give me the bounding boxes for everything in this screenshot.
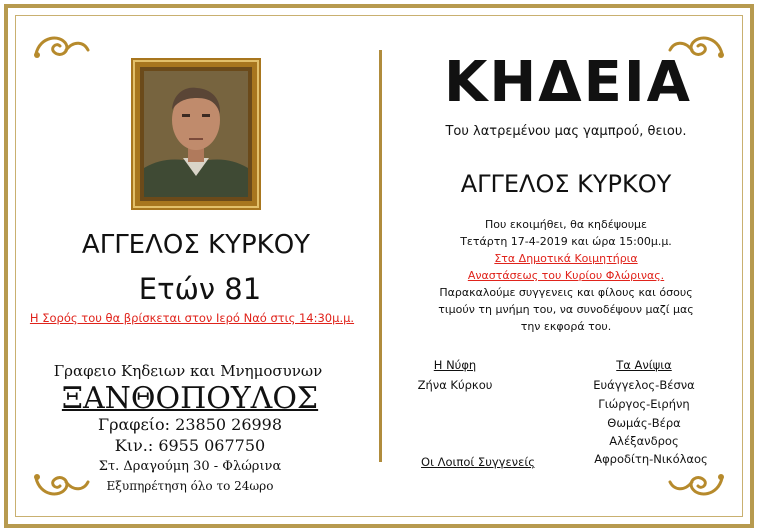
request-line3: την εκφορά του. [520,320,612,333]
daughter-in-law-heading: Η Νύφη [433,358,477,372]
niece-item: Γιώργος-Ειρήνη [598,397,690,411]
bottom-left-ornament-icon [30,468,92,502]
request-line2: τιμούν τη μνήμη του, να συνοδέψουν μαζί μας [438,303,694,316]
location-line2: Αναστάσεως του Κυρίου Φλώρινας. [467,269,665,282]
office-phone: Γραφείο: 23850 26998 [97,415,283,434]
niece-item: Αφροδίτη-Νικόλαος [594,452,708,466]
top-left-ornament-icon [30,30,92,64]
daughter-in-law-name: Ζήνα Κύρκου [417,378,493,392]
nieces-heading: Τα Ανίψια [616,358,672,372]
deceased-name-left: ΑΓΓΕΛΟΣ ΚΥΡΚΟΥ [81,230,311,260]
notice-title: ΚΗΔΕΙΑ [443,50,693,115]
notice-subtitle: Του λατρεμένου μας γαμπρού, θειου. [445,124,687,139]
service-hours: Εξυπηρέτηση όλο το 24ωρο [106,479,274,493]
portrait-photo [131,58,261,210]
funeral-home-address: Στ. Δραγούμη 30 - Φλώρινα [98,459,282,474]
deceased-age: Ετών 81 [138,272,262,306]
notice-body-line2: Τετάρτη 17-4-2019 και ώρα 15:00μ.μ. [460,235,672,248]
bottom-right-ornament-icon [666,468,728,502]
niece-item: Αλέξανδρος [609,434,679,448]
niece-item: Ευάγγελος-Βέσνα [593,378,695,392]
other-relatives: Οι Λοιποί Συγγενείς [421,455,535,469]
funeral-home-tagline: Γραφειο Κηδειων και Μνημοσυνων [53,362,323,380]
notice-body-line1: Που εκοιμήθει, θα κηδέψουμε [484,218,648,231]
mobile-phone: Κιν.: 6955 067750 [114,436,266,455]
wake-note: Η Σορός του θα βρίσκεται στον Ιερό Ναό στις 14:30μ.μ. [29,311,355,325]
funeral-home-name: ΞΑΝΘΟΠΟΥΛΟΣ [61,381,319,416]
location-line1: Στα Δημοτικά Κοιμητήρια [494,252,638,265]
request-line1: Παρακαλούμε συγγενεις και φίλους και όσους [439,286,693,299]
niece-item: Θωμάς-Βέρα [607,416,681,430]
center-divider [379,50,382,462]
deceased-name-right: ΑΓΓΕΛΟΣ ΚΥΡΚΟΥ [460,170,672,198]
